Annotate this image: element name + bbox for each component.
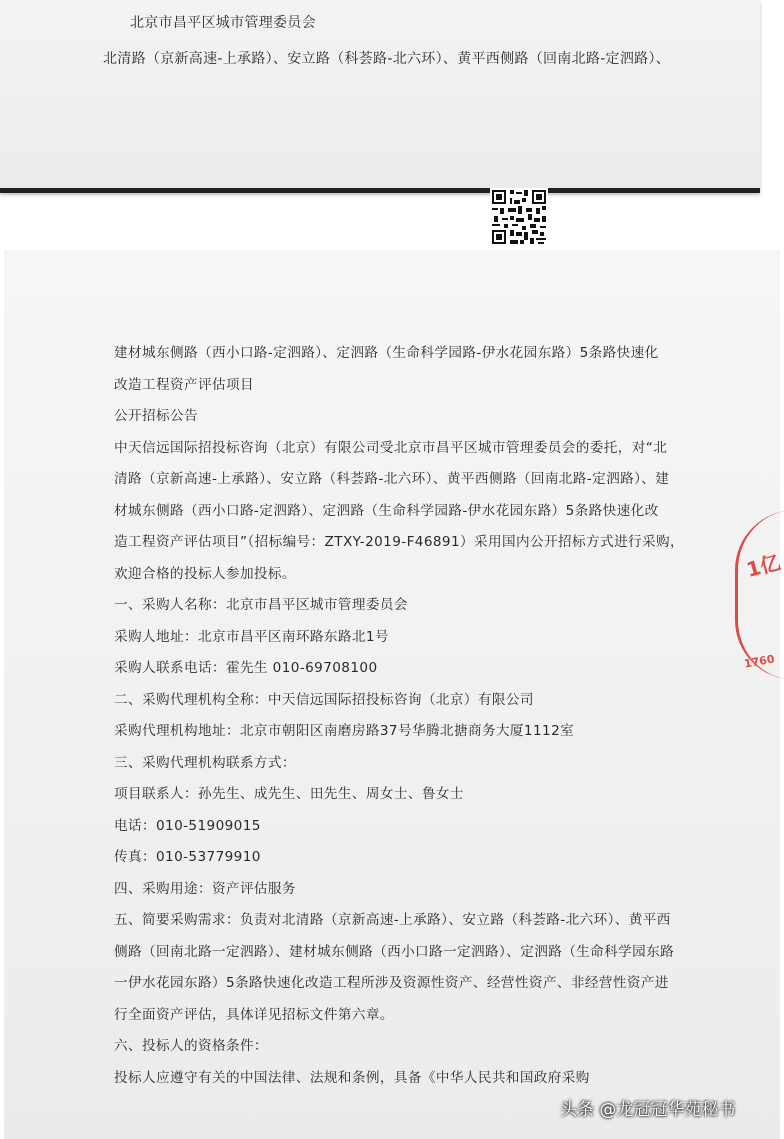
toutiao-watermark (560, 1092, 735, 1122)
announcement-page (4, 250, 780, 1139)
paragraph-line: 项目联系人：孙先生、成先生、田先生、周女士、鲁女士 (114, 786, 464, 802)
paragraph-line: 传真：010-53779910 (114, 849, 261, 865)
stamp-number: 1760 (743, 652, 776, 671)
paragraph-line: 采购代理机构地址：北京市朝阳区南磨房路37号华腾北搪商务大厦1112室 (114, 723, 575, 739)
section-heading: 三、采购代理机构联系方式： (114, 754, 296, 771)
paragraph-line: 投标人应遵守有关的中国法律、法规和条例，具备《中华人民共和国政府采购 (114, 1069, 590, 1086)
qr-code-icon (490, 188, 548, 246)
previous-page-fragment (0, 0, 760, 193)
section-heading: 二、采购代理机构全称：中天信远国际招投标咨询（北京）有限公司 (114, 691, 534, 708)
paragraph-line: 采购人联系电话：霍先生 010-69708100 (114, 660, 378, 676)
project-title-line: 北清路（京新高速-上承路）、安立路（科荟路-北六环）、黄平西侧路（回南北路-定泗路）、 (103, 51, 671, 67)
paragraph-line: 清路（京新高速-上承路）、安立路（科荟路-北六环）、黄平西侧路（回南北路-定泗路）、建 (114, 471, 670, 487)
announcement-heading: 公开招标公告 (114, 408, 198, 424)
paragraph-line: 侧路（回南北路一定泗路）、建材城东侧路（西小口路一定泗路）、定泗路（生命科学园东路 (114, 943, 675, 960)
paragraph-line: 建材城东侧路（西小口路-定泗路）、定泗路（生命科学园路-伊水花园东路）5条路快速化 (114, 345, 659, 361)
paragraph-line: 材城东侧路（西小口路-定泗路）、定泗路（生命科学园路-伊水花园东路）5条路快速化改 (114, 502, 659, 519)
paragraph-line: 改造工程资产评估项目 (114, 376, 254, 393)
section-heading: 一、采购人名称：北京市昌平区城市管理委员会 (114, 597, 408, 613)
section-heading: 四、采购用途：资产评估服务 (114, 880, 296, 897)
paragraph-line: 欢迎合格的投标人参加投标。 (114, 565, 296, 582)
paragraph-line: 行全面资产评估，具体详见招标文件第六章。 (114, 1006, 394, 1023)
watermark-text: 头条 @龙冠冠华苑秘书 (560, 1099, 736, 1120)
purchaser-name-line: 北京市昌平区城市管理委员会 (130, 15, 316, 31)
stamp-text: 1亿 (743, 549, 783, 582)
paragraph-line: 造工程资产评估项目”（招标编号：ZTXY-2019-F46891）采用国内公开招标方式进行采购， (114, 534, 684, 550)
paragraph-line: 采购人地址：北京市昌平区南环路东路北1号 (114, 628, 389, 645)
paragraph-line: 中天信远国际招投标咨询（北京）有限公司受北京市昌平区城市管理委员会的委托，对“北 (114, 439, 668, 456)
section-heading: 五、简要采购需求：负责对北清路（京新高速-上承路）、安立路（科荟路-北六环）、黄平西 (114, 912, 671, 928)
paragraph-line: 电话：010-51909015 (114, 817, 261, 834)
section-heading: 六、投标人的资格条件： (114, 1038, 268, 1054)
announcement-body (114, 338, 684, 1094)
paragraph-line: 一伊水花园东路）5条路快速化改造工程所涉及资源性资产、经营性资产、非经营性资产进 (114, 975, 669, 991)
